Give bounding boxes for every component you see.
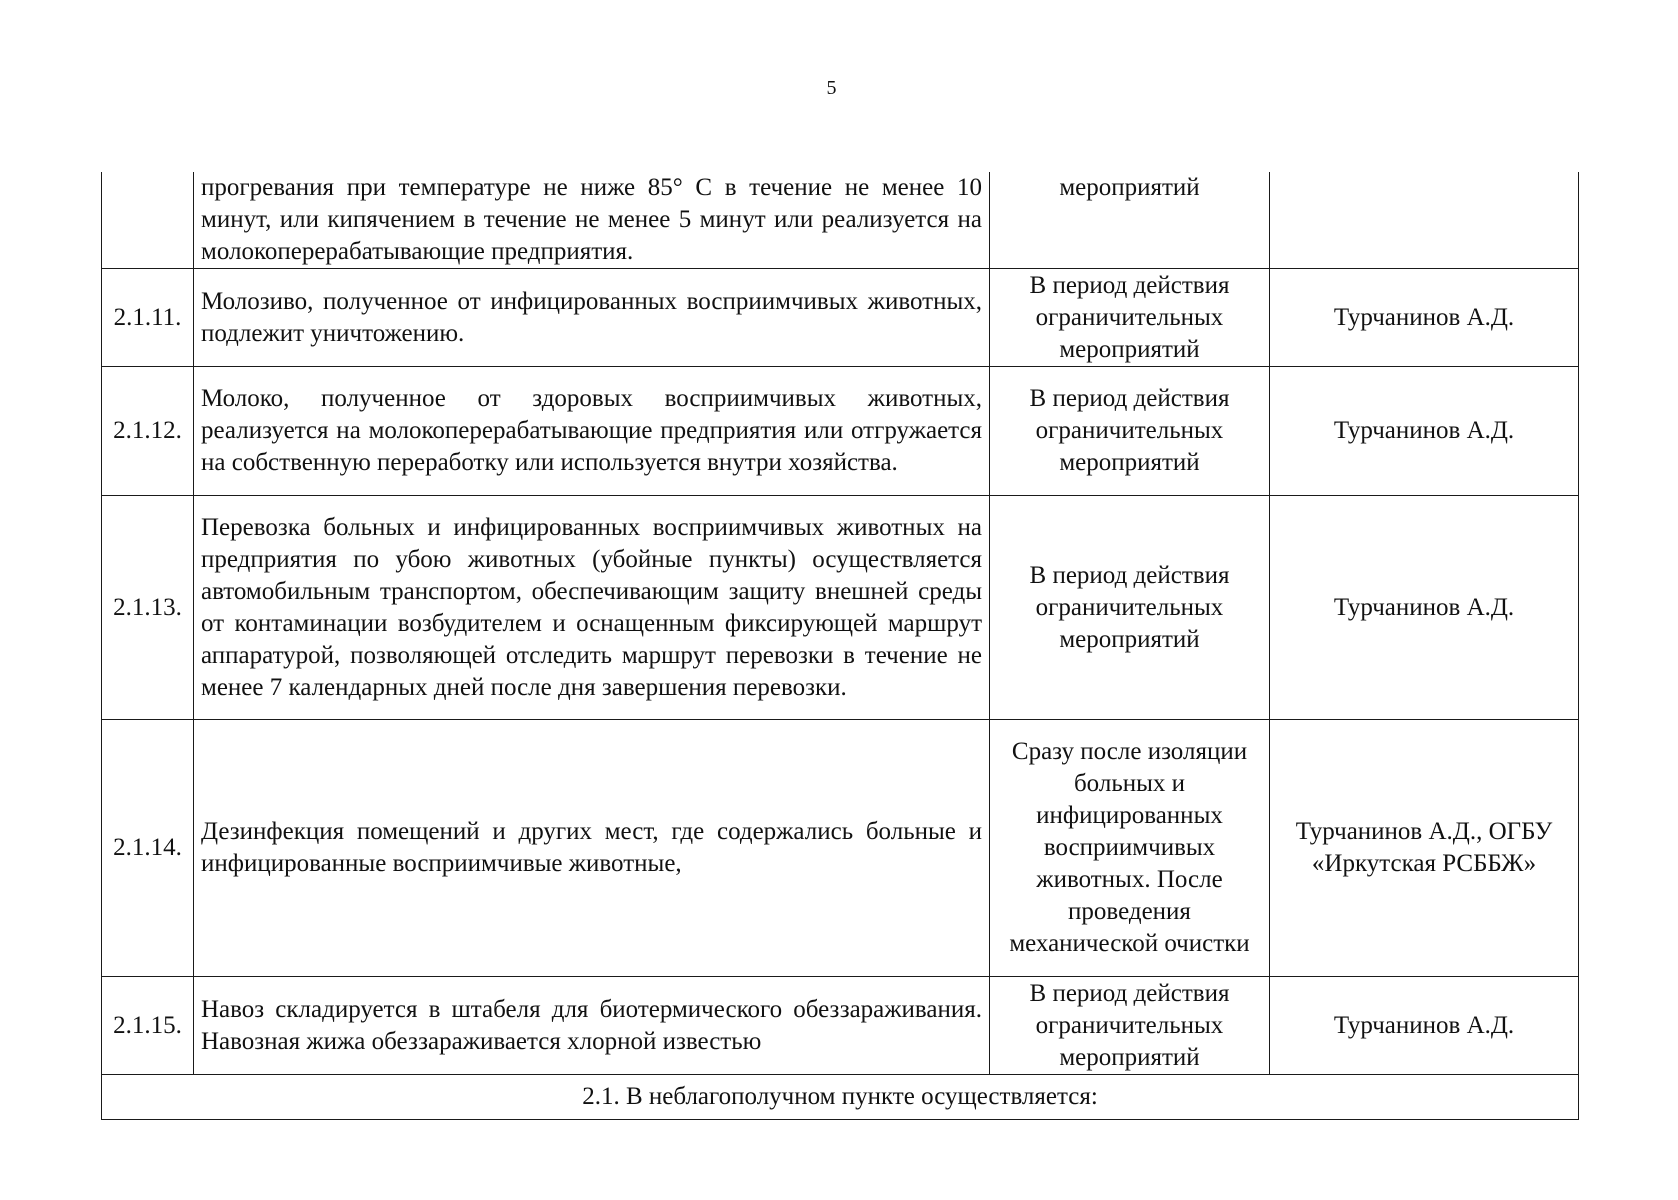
item-number: 2.1.11.: [102, 269, 194, 367]
section-heading: 2.1. В неблагополучном пункте осуществляется:: [102, 1075, 1579, 1120]
item-number: 2.1.13.: [102, 496, 194, 720]
measure-text: прогревания при температуре не ниже 85° C в течение не менее 10 минут, или кипячением в течение не менее 5 минут или реализуется на молокоперерабатывающие предприятия.: [194, 172, 990, 269]
table-row: [102, 367, 1579, 496]
table-row: [102, 496, 1579, 720]
responsible-text: Турчанинов А.Д., ОГБУ «Иркутская РСББЖ»: [1270, 720, 1579, 977]
responsible-text: Турчанинов А.Д.: [1270, 269, 1579, 367]
timing-text: В период действия ограничительных мероприятий: [990, 496, 1270, 720]
measures-table: [101, 172, 1579, 1120]
measure-text: Молозиво, полученное от инфицированных восприимчивых животных, подлежит уничтожению.: [194, 269, 990, 367]
table-row: [102, 977, 1579, 1075]
timing-text: В период действия ограничительных мероприятий: [990, 367, 1270, 496]
measure-text: Навоз складируется в штабеля для биотермического обеззараживания. Навозная жижа обеззараживается хлорной известью: [194, 977, 990, 1075]
responsible-text: Турчанинов А.Д.: [1270, 496, 1579, 720]
measure-text: Перевозка больных и инфицированных восприимчивых животных на предприятия по убою животных (убойные пункты) осуществляется автомобильным транспортом, обеспечивающим защиту внешней среды от контаминации возбудителем и оснащенным фиксирующей маршрут аппаратурой, позволяющей отследить маршрут перевозки в течение не менее 7 календарных дней после дня завершения перевозки.: [194, 496, 990, 720]
page-number: 5: [826, 77, 837, 99]
responsible-text: [1270, 172, 1579, 269]
table-row: [102, 172, 1579, 269]
timing-text: В период действия ограничительных мероприятий: [990, 269, 1270, 367]
timing-text: В период действия ограничительных мероприятий: [990, 977, 1270, 1075]
timing-text: Сразу после изоляции больных и инфицированных восприимчивых животных. После проведения механической очистки: [990, 720, 1270, 977]
measure-text: Дезинфекция помещений и других мест, где содержались больные и инфицированные восприимчивые животные,: [194, 720, 990, 977]
item-number: 2.1.12.: [102, 367, 194, 496]
responsible-text: Турчанинов А.Д.: [1270, 977, 1579, 1075]
timing-text: мероприятий: [990, 172, 1270, 269]
item-number: [102, 172, 194, 269]
item-number: 2.1.15.: [102, 977, 194, 1075]
item-number: 2.1.14.: [102, 720, 194, 977]
responsible-text: Турчанинов А.Д.: [1270, 367, 1579, 496]
section-heading-row: [102, 1075, 1579, 1120]
table-row: [102, 269, 1579, 367]
measure-text: Молоко, полученное от здоровых восприимчивых животных, реализуется на молокоперерабатывающие предприятия или отгружается на собственную переработку или используется внутри хозяйства.: [194, 367, 990, 496]
table-row: [102, 720, 1579, 977]
